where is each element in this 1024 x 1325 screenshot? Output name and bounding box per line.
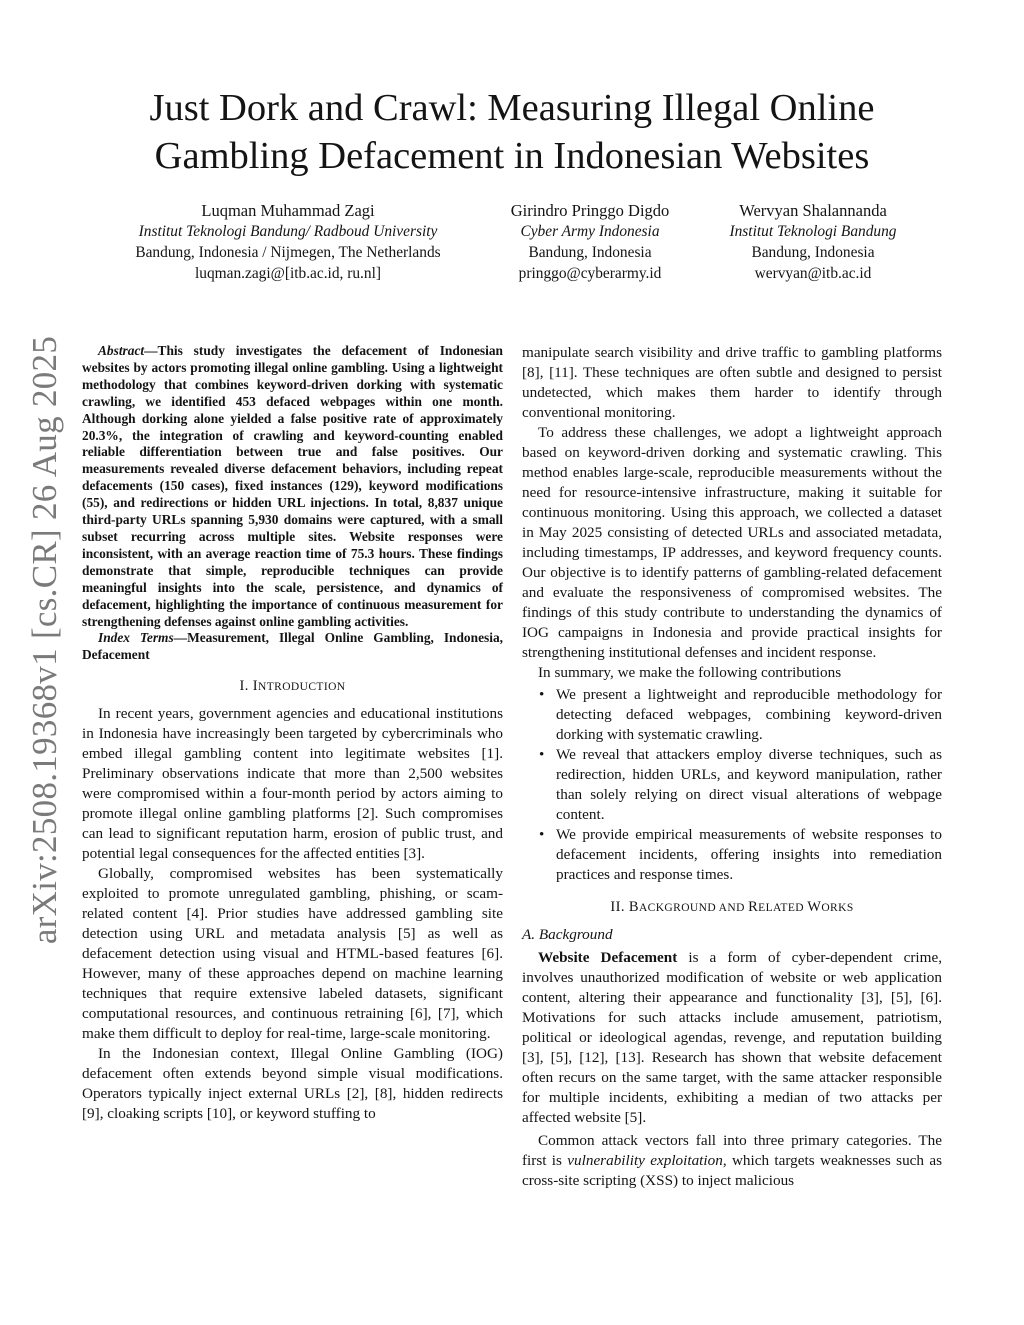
title-line-2: Gambling Defacement in Indonesian Websites — [154, 135, 870, 177]
title-line-1: Just Dork and Crawl: Measuring Illegal Online — [149, 87, 875, 129]
author-affiliation: Institut Teknologi Bandung — [729, 223, 897, 240]
list-item: • We provide empirical measurements of website responses to defacement incidents, offering insights into remediation practices and response times. — [556, 825, 942, 885]
intro-paragraph-5: In summary, we make the following contributions — [538, 664, 842, 681]
left-column — [82, 343, 503, 1124]
background-paragraph-1: Website Defacement is a form of cyber-dependent crime, involves unauthorized modification of website or web application content, altering their appearance and functionality [3], [5], [6]. Motivations for such attacks include amusement, patriotism, political or ideological agendas, revenge, and reputation building [3], [5], [12], [13]. Research has shown that website defacement often recurs on the same target, with the same attacker responsible for multiple incidents, exhibiting a median of two attacks per affected website [5]. — [522, 949, 942, 1126]
author-email: pringgo@cyberarmy.id — [518, 265, 662, 282]
author-affiliation: Cyber Army Indonesia — [520, 223, 660, 240]
intro-paragraph-3: In the Indonesian context, Illegal Online Gambling (IOG) defacement often extends beyond simple visual modifications. Operators typically inject external URLs [2], [8], hidden redirects [9], cloaking scripts [10], or keyword stuffing to — [82, 1045, 503, 1123]
author-location: Bandung, Indonesia — [751, 244, 875, 261]
author-block-3 — [706, 200, 920, 284]
list-item: • We present a lightweight and reproducible methodology for detecting defaced webpages, combining keyword-driven dorking with systematic crawling. — [556, 685, 942, 745]
intro-paragraph-3-continued: manipulate search visibility and drive traffic to gambling platforms [8], [11]. These techniques are often subtle and designed to persist undetected, which makes them harder to identify through conventional monitoring. — [522, 344, 942, 421]
abstract — [82, 343, 503, 630]
intro-paragraph-1: In recent years, government agencies and educational institutions in Indonesia have increasingly been targeted by cybercriminals who embed illegal gambling content into legitimate websites [1]. Preliminary observations indicate that more than 2,500 websites were compromised within a four-month period by actors aiming to promote illegal online gambling platforms [2]. Such compromises can lead to significant reputation harm, erosion of public trust, and potential legal consequences for the affected entities [3]. — [82, 705, 503, 863]
index-terms — [82, 630, 503, 664]
index-terms-text: —Measurement, Illegal Online Gambling, Indonesia, Defacement — [82, 630, 503, 663]
background-paragraph-2: Common attack vectors fall into three primary categories. The first is vulnerability exploitation, which targets weaknesses such as cross-site scripting (XSS) to inject malicious — [522, 1132, 943, 1189]
index-terms-lead: Index Terms — [98, 630, 174, 646]
author-name: Luqman Muhammad Zagi — [201, 201, 375, 220]
paper-title — [60, 84, 964, 180]
arxiv-stamp: arXiv:2508.19368v1 [cs.CR] 26 Aug 2025 — [25, 335, 64, 945]
term-website-defacement: Website Defacement — [538, 949, 678, 966]
list-item: • We reveal that attackers employ diverse techniques, such as redirection, hidden URLs, and keyword manipulation, rather than solely relying on direct visual alterations of webpage content. — [556, 745, 942, 825]
right-column — [522, 343, 942, 1191]
intro-paragraph-2: Globally, compromised websites has been systematically exploited to promote unregulated gambling, phishing, or scam-related content [4]. Prior studies have addressed gambling site detection using URL and metadata analysis [5] as well as defacement detection using visual and HTML-based features [6]. However, many of these approaches depend on machine learning techniques that require extensive labeled datasets, significant computational resources, and continuous retraining [6], [7], which make them difficult to deploy for real-time, large-scale monitoring. — [82, 865, 503, 1043]
author-affiliation: Institut Teknologi Bandung/ Radboud University — [138, 223, 438, 240]
intro-paragraph-4: To address these challenges, we adopt a lightweight approach based on keyword-driven dorking and systematic crawling. This method enables large-scale, reproducible measurements without the need for resource-intensive infrastructure, making it suitable for continuous monitoring. Using this approach, we collected a dataset in May 2025 consisting of detected URLs and associated metadata, including timestamps, IP addresses, and keyword frequency counts. Our objective is to identify patterns of gambling-related defacement and evaluate the responsiveness of compromised websites. The findings of this study contribute to understanding the dynamics of IOG campaigns in Indonesia and provide practical insights for strengthening institutional defenses and incident response. — [522, 424, 942, 661]
author-name: Wervyan Shalannanda — [739, 201, 887, 220]
section-heading-introduction: I. INTRODUCTION — [239, 678, 346, 695]
author-location: Bandung, Indonesia — [528, 244, 652, 261]
abstract-lead: Abstract — [98, 343, 145, 358]
subsection-heading-background: A. Background — [522, 926, 613, 943]
author-email: luqman.zagi@[itb.ac.id, ru.nl] — [195, 265, 381, 282]
author-block-2 — [490, 200, 690, 284]
section-heading-background: II. BACKGROUND AND RELATED WORKS — [610, 899, 854, 915]
author-location: Bandung, Indonesia / Nijmegen, The Netherlands — [135, 244, 441, 261]
abstract-text: —This study investigates the defacement of Indonesian websites by actors promoting illegal online gambling. Using a lightweight methodology that combines keyword-driven dorking with systematic crawling, we identified 453 defaced webpages within one month. Although dorking alone yielded a false positive rate of approximately 20.3%, the integration of crawling and keyword-counting enabled reliable differentiation between true and false positives. Our measurements revealed diverse defacement behaviors, including repeat defacements (150 cases), fixed instances (129), keyword modifications (55), and redirections or hidden URL injections. In total, 8,837 unique third-party URLs spanning 5,930 domains were captured, with a small subset recurring across multiple sites. Website responses were inconsistent, with an average reaction time of 75.3 hours. These findings demonstrate that simple, reproducible techniques can provide meaningful insights into the scale, persistence, and dynamics of defacement, highlighting the importance of continuous measurement for strengthening defenses against online gambling activities. — [82, 343, 503, 629]
author-name: Girindro Pringgo Digdo — [510, 201, 670, 220]
author-email: wervyan@itb.ac.id — [754, 265, 872, 282]
contributions-list — [522, 685, 942, 885]
author-block-1 — [103, 200, 473, 284]
